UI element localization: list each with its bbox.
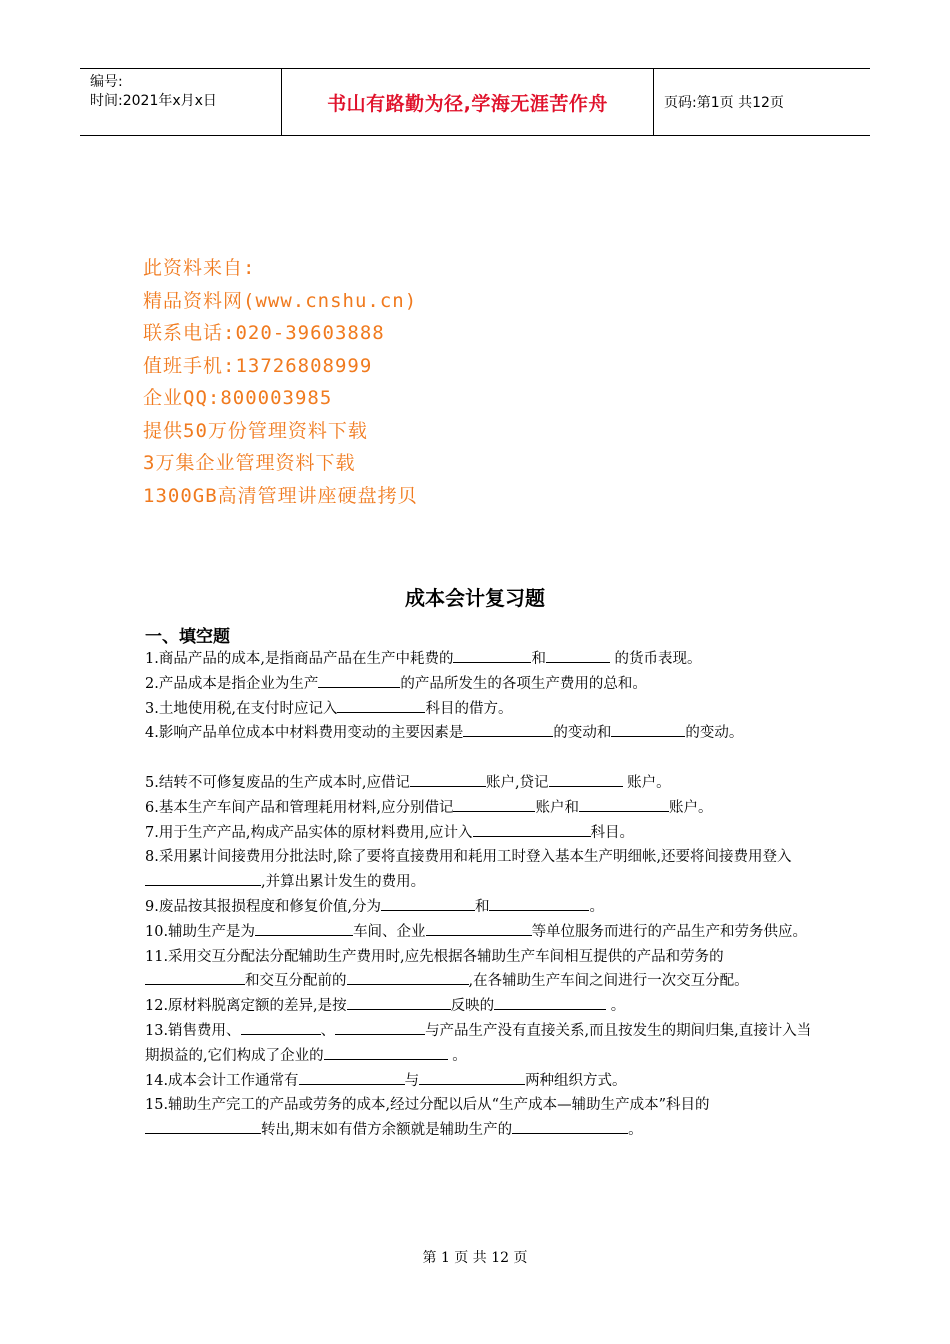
blank (347, 969, 469, 985)
blank (318, 672, 400, 688)
question-8: 8.采用累计间接费用分批法时,除了要将直接费用和耗用工时登入基本生产明细帐,还要将间接费用登入,并算出累计发生的费用。 (145, 849, 792, 891)
blank (381, 895, 475, 911)
header-motto: 书山有路勤为径,学海无涯苦作舟 (282, 69, 654, 135)
question-13: 13.销售费用、 、 与产品生产没有直接关系,而且按发生的期间归集,直接计入当期损益的,它们构成了企业的 。 (145, 1019, 820, 1069)
blank (579, 796, 669, 812)
blank (453, 796, 535, 812)
blank (337, 697, 425, 713)
question-3: 3.土地使用税,在支付时应记入 科目的借方。 (145, 697, 820, 722)
blank (453, 647, 531, 663)
blank (463, 721, 553, 737)
question-2: 2.产品成本是指企业为生产 的产品所发生的各项生产费用的总和。 (145, 672, 820, 697)
question-10: 10.辅助生产是为 车间、企业 等单位服务而进行的产品生产和劳务供应。 (145, 920, 820, 945)
blank (324, 1044, 448, 1060)
blank (299, 1069, 405, 1085)
question-7: 7.用于生产产品,构成产品实体的原材料费用,应计入 科目。 (145, 821, 820, 846)
ad-line: 3万集企业管理资料下载 (143, 452, 356, 474)
question-5: 5.结转不可修复废品的生产成本时,应借记 账户,贷记 账户。 (145, 771, 820, 796)
document-title: 成本会计复习题 (405, 586, 545, 610)
question-6: 6.基本生产车间产品和管理耗用材料,应分别借记 账户和 账户。 (145, 796, 820, 821)
blank (611, 721, 685, 737)
blank (546, 647, 610, 663)
ad-line: 1300GB高清管理讲座硬盘拷贝 (143, 484, 418, 507)
question-list (145, 647, 820, 1143)
blank (494, 994, 606, 1010)
blank (241, 1019, 321, 1035)
blank (347, 994, 451, 1010)
question-14: 14.成本会计工作通常有 与 两种组织方式。 (145, 1069, 820, 1094)
ad-line: 联系电话:020-39603888 (143, 322, 385, 344)
blank (145, 1118, 261, 1134)
ad-line: 精品资料网(www.cnshu.cn) (143, 289, 418, 312)
question-9: 9.废品按其报损程度和修复价值,分为 和 。 (145, 895, 820, 920)
ad-line: 提供50万份管理资料下载 (143, 419, 368, 442)
question-1: 1.商品产品的成本,是指商品产品在生产中耗费的 和 的货币表现。 (145, 647, 820, 672)
question-11: 11.采用交互分配法分配辅助生产费用时,应先根据各辅助生产车间相互提供的产品和劳务的和交互分配前的 ,在各辅助生产车间之间进行一次交互分配。 (145, 948, 749, 990)
ad-line: 此资料来自: (143, 257, 256, 279)
blank (473, 821, 591, 837)
blank (489, 895, 589, 911)
source-ad-block (143, 252, 418, 512)
header-meta (80, 69, 282, 135)
blank (145, 969, 245, 985)
blank (512, 1118, 628, 1134)
page-header (80, 68, 870, 136)
question-4: 4.影响产品单位成本中材料费用变动的主要因素是 的变动和 的变动。 (145, 721, 820, 746)
blank (335, 1019, 425, 1035)
blank (145, 870, 261, 886)
blank (419, 1069, 525, 1085)
blank (255, 920, 353, 936)
doc-number-label: 编号: (90, 74, 123, 90)
ad-line: 企业QQ:800003985 (143, 387, 333, 409)
blank (549, 771, 623, 787)
section-heading: 一、填空题 (145, 627, 230, 647)
header-page-info: 页码:第1页 共12页 (664, 95, 784, 111)
blank (426, 920, 532, 936)
question-12: 12.原材料脱离定额的差异,是按 反映的 。 (145, 994, 820, 1019)
ad-line: 值班手机:13726808999 (143, 354, 373, 377)
blank (410, 771, 486, 787)
page-footer: 第 1 页 共 12 页 (422, 1250, 528, 1266)
question-15: 15.辅助生产完工的产品或劳务的成本,经过分配以后从“生产成本—辅助生产成本”科目的转出,期末如有借方余额就是辅助生产的 。 (145, 1097, 710, 1139)
doc-time-label: 时间:2021年x月x日 (90, 93, 217, 109)
